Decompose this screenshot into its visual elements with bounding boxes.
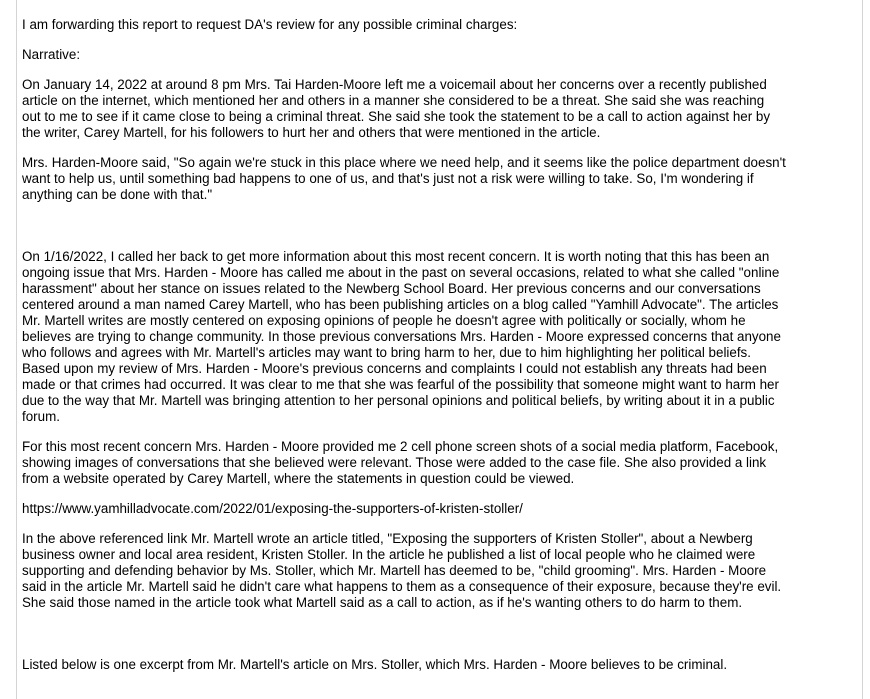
paragraph-line: For this most recent concern Mrs. Harden - Moore provided me 2 cell phone screen shots of a social media platform, Facebook,: [22, 439, 779, 454]
paragraph-line: said in the article Mr. Martell said he didn't care what happens to them as a consequence of their exposure, because they're evil.: [22, 579, 782, 594]
report-body: [22, 17, 864, 673]
paragraph-line: business owner and local area resident, Kristen Stoller. In the article he published a list of local people who he claimed were: [22, 547, 756, 562]
paragraph-line: who follows and agrees with Mr. Martell's articles may want to bring harm to her, due to him highlighting her political beliefs.: [22, 345, 751, 360]
paragraph-line: On 1/16/2022, I called her back to get more information about this most recent concern. It is worth noting that this has been an: [22, 249, 770, 264]
paragraph-line: due to the way that Mr. Martell was bringing attention to her personal opinions and political beliefs, by writing about it in a public: [22, 393, 775, 408]
closing-line: Listed below is one excerpt from Mr. Martell's article on Mrs. Stoller, which Mrs. Harden - Moore believes to be criminal.: [22, 657, 728, 672]
paragraph-line: ongoing issue that Mrs. Harden - Moore has called me about in the past on several occasions, related to what she called "online: [22, 265, 780, 280]
paragraph-line: She said those named in the article took what Martell said as a call to action, as if he's wanting others to do harm to them.: [22, 595, 743, 610]
paragraph-voicemail: [22, 77, 864, 141]
paragraph-line: want to help us, until something bad happens to one of us, and that's just not a risk were willing to take. So, I'm wondering if: [22, 171, 754, 186]
paragraph-line: forum.: [22, 409, 60, 424]
paragraph-article-summary: [22, 531, 864, 611]
article-url: https://www.yamhilladvocate.com/2022/01/exposing-the-supporters-of-kristen-stoller/: [22, 501, 523, 516]
paragraph-line: Mrs. Harden-Moore said, "So again we're stuck in this place where we need help, and it seems like the police department doesn't: [22, 155, 786, 170]
paragraph-line: showing images of conversations that she believed were relevant. Those were added to the case file. She also provided a link: [22, 455, 767, 470]
paragraph-line: In the above referenced link Mr. Martell wrote an article titled, "Exposing the supporters of Kristen Stoller", about a Newberg: [22, 531, 753, 546]
paragraph-line: from a website operated by Carey Martell, where the statements in question could be viewed.: [22, 471, 575, 486]
intro-line: I am forwarding this report to request DA's review for any possible criminal charges:: [22, 17, 518, 32]
page-border-left: [16, 0, 17, 699]
paragraph-quote: [22, 155, 864, 203]
paragraph-line: centered around a man named Carey Martell, who has been publishing articles on a blog called "Yamhill Advocate". The articles: [22, 297, 779, 312]
paragraph-line: supporting and defending behavior by Ms. Stoller, which Mr. Martell has deemed to be, "child grooming". Mrs. Harden - Moore: [22, 563, 767, 578]
paragraph-line: harassment" about her stance on issues related to the Newberg School Board. Her previous concerns and our conversations: [22, 281, 761, 296]
narrative-heading: Narrative:: [22, 47, 81, 62]
paragraph-line: Based upon my review of Mrs. Harden - Moore's previous concerns and complaints I could not establish any threats had been: [22, 361, 767, 376]
paragraph-line: Mr. Martell writes are mostly centered on exposing opinions of people he doesn't agree with politically or socially, whom he: [22, 313, 746, 328]
paragraph-line: On January 14, 2022 at around 8 pm Mrs. Tai Harden-Moore left me a voicemail about her concerns over a recently published: [22, 77, 767, 92]
paragraph-line: the writer, Carey Martell, for his followers to hurt her and others that were mentioned in the article.: [22, 125, 601, 140]
paragraph-line: anything can be done with that.": [22, 187, 213, 202]
paragraph-line: out to me to see if it came close to being a criminal threat. She said she took the statement to be a call to action against her by: [22, 109, 771, 124]
paragraph-line: believes are trying to change community. In those previous conversations Mrs. Harden - Moore expressed concerns that anyone: [22, 329, 781, 344]
paragraph-line: article on the internet, which mentioned her and others in a manner she considered to be a threat. She said she was reaching: [22, 93, 765, 108]
paragraph-evidence: [22, 439, 864, 487]
paragraph-followup-call: [22, 249, 864, 425]
paragraph-line: made or that crimes had occurred. It was clear to me that she was fearful of the possibility that someone might want to harm her: [22, 377, 779, 392]
